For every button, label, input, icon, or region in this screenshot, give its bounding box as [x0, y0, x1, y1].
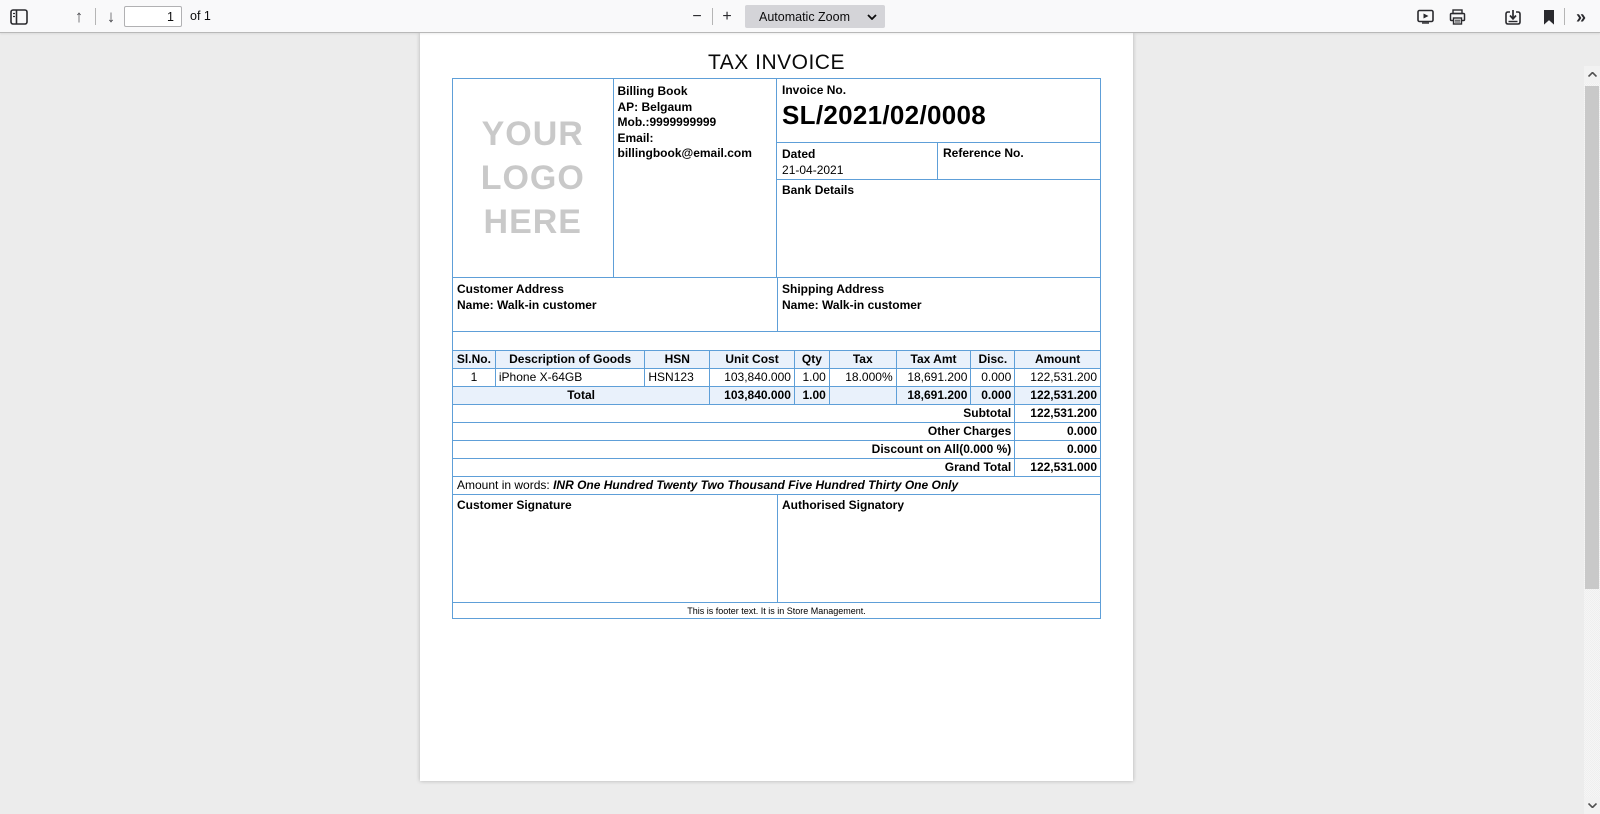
header-unit: Unit Cost [710, 351, 795, 368]
customer-name: Name: Walk-in customer [457, 298, 597, 312]
cell-disc: 0.000 [971, 369, 1015, 386]
amount-in-words-label: Amount in words: [457, 478, 550, 492]
shipping-address-cell [778, 278, 1100, 331]
total-unit: 103,840.000 [710, 387, 795, 404]
total-qty: 1.00 [795, 387, 830, 404]
scrollbar-thumb[interactable] [1585, 86, 1599, 589]
next-page-button[interactable] [98, 4, 124, 29]
scroll-up-button[interactable] [1584, 66, 1600, 83]
bookmark-icon [1543, 9, 1555, 25]
amount-in-words-row [453, 477, 1100, 495]
current-view-button[interactable] [1536, 4, 1562, 29]
scroll-down-button[interactable] [1584, 797, 1600, 814]
cell-hsn: HSN123 [645, 369, 710, 386]
shipping-address-label: Shipping Address [782, 282, 885, 296]
zoom-out-button[interactable] [684, 4, 710, 29]
address-row [453, 278, 1100, 332]
shipping-name: Name: Walk-in customer [782, 298, 922, 312]
customer-address-cell [453, 278, 778, 331]
download-icon [1504, 9, 1522, 25]
total-taxamt: 18,691.200 [897, 387, 972, 404]
cell-slno: 1 [453, 369, 496, 386]
seller-area: AP: Belgaum [617, 99, 693, 114]
other-charges-label: Other Charges [453, 423, 1015, 440]
logo-placeholder [453, 79, 614, 277]
total-disc: 0.000 [971, 387, 1015, 404]
customer-signature-label: Customer Signature [453, 495, 778, 602]
seller-email: billingbook@email.com [617, 146, 752, 160]
header-disc: Disc. [971, 351, 1015, 368]
scroll-down-icon [1588, 803, 1597, 808]
plus-icon: + [722, 7, 732, 25]
invoice-title: TAX INVOICE [708, 51, 845, 74]
discount-value: 0.000 [1066, 442, 1097, 456]
grand-total-value: 122,531.000 [1030, 460, 1097, 474]
subtotal-value: 122,531.200 [1030, 406, 1097, 420]
total-label: Total [453, 387, 710, 404]
save-button[interactable] [1500, 4, 1526, 29]
chevron-down-icon [867, 14, 877, 20]
toolbar-separator [1564, 8, 1565, 25]
amount-in-words-value: INR One Hundred Twenty Two Thousand Five Hundred Thirty One Only [553, 478, 959, 492]
minus-icon: − [692, 7, 702, 25]
summary-row-other-charges [453, 423, 1100, 441]
seller-email-label: Email: [617, 130, 654, 145]
zoom-in-button[interactable] [714, 4, 740, 29]
grand-total-label: Grand Total [453, 459, 1015, 476]
items-header-row [453, 351, 1100, 369]
up-arrow-icon: ↑ [74, 7, 84, 26]
other-charges-value: 0.000 [1066, 424, 1097, 438]
dated-cell [777, 143, 938, 179]
header-hsn: HSN [645, 351, 710, 368]
more-tools-button[interactable] [1568, 4, 1594, 29]
presentation-icon [1417, 9, 1434, 24]
toggle-sidebar-button[interactable] [6, 4, 32, 29]
item-row [453, 369, 1100, 387]
invoice-number-value: SL/2021/02/0008 [782, 100, 987, 130]
header-slno: Sl.No. [453, 351, 496, 368]
seller-name: Billing Book [617, 84, 688, 98]
invoice-table [452, 78, 1101, 619]
presentation-mode-button[interactable] [1412, 4, 1438, 29]
page-number-input[interactable] [124, 6, 182, 27]
cell-amount: 122,531.200 [1030, 370, 1097, 384]
double-chevron-icon: » [1575, 6, 1586, 27]
footer-text: This is footer text. It is in Store Management. [687, 605, 866, 616]
cell-qty: 1.00 [795, 369, 830, 386]
previous-page-button[interactable] [66, 4, 92, 29]
summary-row-discount [453, 441, 1100, 459]
toolbar-separator [712, 8, 713, 25]
header-desc: Description of Goods [496, 351, 646, 368]
invoice-meta-block [777, 79, 1100, 277]
cell-tax: 18.000% [830, 369, 897, 386]
invoice-header-block [453, 79, 1100, 278]
summary-row-subtotal [453, 405, 1100, 423]
items-total-row [453, 387, 1100, 405]
total-amount: 122,531.200 [1030, 388, 1097, 402]
invoice-number-label: Invoice No. [782, 83, 847, 97]
reference-number-label: Reference No. [943, 146, 1024, 160]
subtotal-label: Subtotal [453, 405, 1015, 422]
seller-details [614, 79, 778, 277]
spacer-row [453, 332, 1100, 351]
dated-row [777, 143, 1100, 180]
page-count-label: of 1 [190, 9, 211, 23]
logo-line: HERE [483, 203, 582, 241]
logo-line: LOGO [480, 159, 585, 197]
zoom-level-select[interactable] [745, 5, 885, 28]
pdf-viewer-area [0, 33, 1600, 781]
header-tax: Tax [830, 351, 897, 368]
invoice-number-cell [777, 79, 1100, 143]
scroll-up-icon [1588, 72, 1597, 77]
pdf-toolbar [0, 0, 1600, 33]
dated-value: 21-04-2021 [782, 163, 844, 177]
summary-row-grand-total [453, 459, 1100, 477]
down-arrow-icon: ↓ [106, 7, 116, 26]
cell-unit: 103,840.000 [710, 369, 795, 386]
header-taxamt: Tax Amt [897, 351, 972, 368]
bank-details-label: Bank Details [782, 183, 855, 197]
print-icon [1449, 9, 1466, 25]
dated-label: Dated [782, 147, 816, 161]
customer-address-label: Customer Address [457, 282, 564, 296]
pdf-page [420, 33, 1133, 781]
cell-desc: iPhone X-64GB [496, 369, 646, 386]
header-amount: Amount [1034, 352, 1081, 366]
zoom-level-value: Automatic Zoom [759, 9, 851, 24]
header-qty: Qty [795, 351, 830, 368]
toolbar-separator [95, 8, 96, 25]
invoice-footer [453, 603, 1100, 618]
signature-row [453, 495, 1100, 603]
authorised-signatory-label: Authorised Signatory [782, 498, 905, 512]
logo-line: YOUR [481, 115, 584, 153]
print-button[interactable] [1444, 4, 1470, 29]
seller-mobile: Mob.:9999999999 [617, 115, 717, 129]
discount-label: Discount on All(0.000 %) [453, 441, 1015, 458]
total-tax [830, 387, 897, 404]
sidebar-icon [10, 9, 28, 25]
cell-taxamt: 18,691.200 [897, 369, 972, 386]
vertical-scrollbar[interactable] [1584, 66, 1600, 814]
